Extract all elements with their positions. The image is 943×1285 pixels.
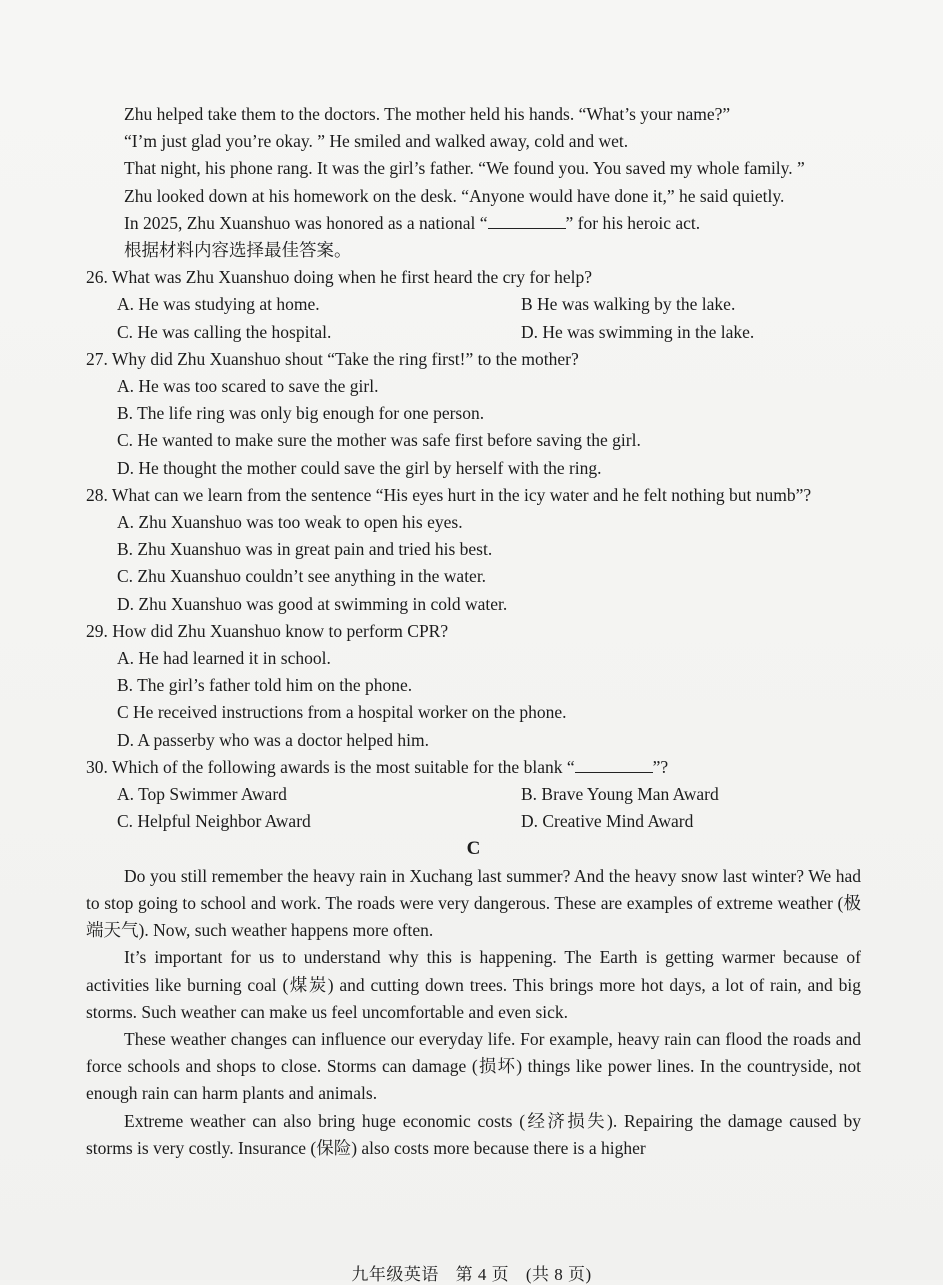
- q27-option-c: C. He wanted to make sure the mother was safe first before saving the girl.: [117, 430, 641, 451]
- q26-option-b: B He was walking by the lake.: [521, 294, 736, 315]
- q29-option-a: A. He had learned it in school.: [117, 648, 331, 669]
- q28-option-d: D. Zhu Xuanshuo was good at swimming in cold water.: [117, 593, 508, 614]
- q28-option-b: B. Zhu Xuanshuo was in great pain and tried his best.: [117, 539, 493, 560]
- q26-option-c: C. He was calling the hospital.: [117, 321, 332, 342]
- question-27: 27. Why did Zhu Xuanshuo shout “Take the ring first!” to the mother?: [86, 348, 579, 369]
- q27-option-d: D. He thought the mother could save the girl by herself with the ring.: [117, 457, 602, 478]
- passage-paragraph: It’s important for us to understand why this is happening. The Earth is getting warmer because of activities like burning coal (煤炭) and cutting down trees. This brings more hot days, a lot of rain, and big storms. Such weather can make us feel uncomfortable and even sick.: [86, 947, 861, 1022]
- q29-option-d: D. A passerby who was a doctor helped him.: [117, 729, 430, 750]
- q30-options-row-1: [86, 781, 861, 808]
- passage-paragraph: That night, his phone rang. It was the girl’s father. “We found you. You saved my whole family. ”: [124, 158, 805, 179]
- q28-option-a: A. Zhu Xuanshuo was too weak to open his eyes.: [117, 512, 463, 533]
- q27-option-a: A. He was too scared to save the girl.: [117, 376, 379, 397]
- question-29: 29. How did Zhu Xuanshuo know to perform CPR?: [86, 620, 449, 641]
- passage-paragraph: “I’m just glad you’re okay. ” He smiled and walked away, cold and wet.: [124, 131, 629, 152]
- q30-stem-end: ”?: [652, 756, 669, 777]
- q30-option-a: A. Top Swimmer Award: [117, 784, 287, 805]
- passage-paragraph: These weather changes can influence our everyday life. For example, heavy rain can flood the roads and force schools and shops to close. Storms can damage (损坏) things like power lines. In the countryside, not enough rain can harm plants and animals.: [86, 1028, 861, 1104]
- footer-page-total: (共 8 页): [525, 1265, 592, 1284]
- answer-blank: [488, 214, 566, 229]
- q27-option-b: B. The life ring was only big enough for one person.: [117, 403, 485, 424]
- q30-option-d: D. Creative Mind Award: [521, 811, 694, 832]
- honor-line-start: In 2025, Zhu Xuanshuo was honored as a national “: [124, 212, 488, 233]
- honor-line-end: ” for his heroic act.: [565, 212, 701, 233]
- q26-option-d: D. He was swimming in the lake.: [521, 321, 755, 342]
- honor-line: [86, 210, 861, 237]
- passage-paragraph: Zhu helped take them to the doctors. The mother held his hands. “What’s your name?”: [124, 104, 731, 124]
- question-30: [86, 754, 861, 781]
- question-26: 26. What was Zhu Xuanshuo doing when he first heard the cry for help?: [86, 267, 593, 288]
- passage-paragraph: Zhu looked down at his homework on the desk. “Anyone would have done it,” he said quietly.: [124, 185, 785, 206]
- footer-subject: 九年级英语: [351, 1265, 439, 1284]
- q26-options-row-1: [86, 291, 861, 318]
- page-footer: [0, 1260, 943, 1285]
- passage-paragraph: Extreme weather can also bring huge economic costs (经济损失). Repairing the damage caused by storms is very costly. Insurance (保险) also costs more because there is a higher: [86, 1110, 861, 1158]
- passage-paragraph: Do you still remember the heavy rain in Xuchang last summer? And the heavy snow last winter? We had to stop going to school and work. The roads were very dangerous. These are examples of extreme weather (极端天气). Now, such weather happens more often.: [86, 865, 861, 941]
- instruction: 根据材料内容选择最佳答案。: [124, 240, 352, 261]
- section-title: C: [466, 838, 481, 860]
- q26-option-a: A. He was studying at home.: [117, 294, 320, 315]
- footer-page-number: 第 4 页: [455, 1265, 510, 1284]
- question-28: 28. What can we learn from the sentence “His eyes hurt in the icy water and he felt nothing but numb”?: [86, 484, 812, 505]
- q26-options-row-2: [86, 319, 861, 346]
- q30-option-b: B. Brave Young Man Award: [521, 784, 719, 805]
- page-content: [86, 101, 861, 1162]
- answer-blank: [575, 758, 653, 773]
- q29-option-c: C He received instructions from a hospital worker on the phone.: [117, 702, 567, 723]
- q30-options-row-2: [86, 808, 861, 835]
- q28-option-c: C. Zhu Xuanshuo couldn’t see anything in the water.: [117, 566, 487, 587]
- q30-stem-start: 30. Which of the following awards is the most suitable for the blank “: [86, 756, 575, 777]
- q30-option-c: C. Helpful Neighbor Award: [117, 811, 311, 832]
- q29-option-b: B. The girl’s father told him on the phone.: [117, 675, 413, 696]
